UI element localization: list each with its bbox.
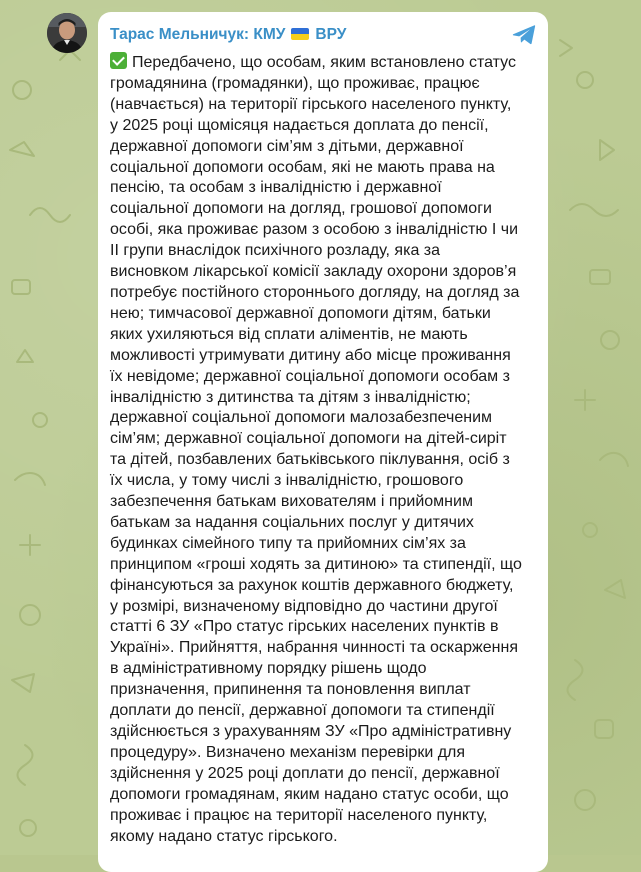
message-line: здійснення у 2025 році доплати до пенсії, державної bbox=[110, 764, 500, 782]
message-line: можливості утримувати дитину або місце проживання bbox=[110, 346, 511, 364]
message-line: соціальної допомоги особам, які не мають права на bbox=[110, 158, 495, 176]
message-line: у розмірі, визначеному відповідно до частини другої bbox=[110, 597, 498, 615]
message-line: здійснюється з урахуванням ЗУ «Про адміністративну bbox=[110, 723, 512, 740]
message-line: якому надано статус гірського. bbox=[110, 827, 338, 845]
message-line: державної допомоги сім’ям з дітьми, державної bbox=[110, 137, 464, 155]
message-line: державної соціальної допомоги малозабезпеченим bbox=[110, 409, 493, 427]
message-line: їх невідоме; державної соціальної допомоги особам з bbox=[110, 367, 510, 385]
message-bubble bbox=[98, 12, 548, 872]
check-mark-icon bbox=[110, 52, 127, 69]
message-line: та дітей, позбавлених батьківського піклування, осіб з bbox=[110, 451, 510, 469]
message-line bbox=[110, 52, 536, 74]
message-line: Україні». Прийняття, набрання чинності та оскарження bbox=[110, 639, 518, 657]
message-line: потребує постійного стороннього догляду, на догляд за bbox=[110, 283, 520, 301]
message-line: доплати до пенсії, державної допомоги та стипендії bbox=[110, 702, 495, 720]
message-line: II групи внаслідок психічного розладу, яка за bbox=[110, 242, 441, 260]
message-line: нею; тимчасової державної допомоги дітям, батьки bbox=[110, 304, 491, 322]
message-line: в адміністративному порядку рішень щодо bbox=[110, 660, 427, 678]
message-line: у 2025 році щомісяця надається доплата до пенсії, bbox=[110, 116, 489, 134]
channel-title-suffix: ВРУ bbox=[315, 26, 347, 43]
avatar-photo bbox=[47, 13, 87, 53]
message-line: проживає і працює на території населеного пункту, bbox=[110, 806, 488, 824]
message-line: особі, яка проживає разом з особою з інвалідністю I чи bbox=[110, 221, 519, 239]
message-line: забезпечення батькам вихователям і прийомним bbox=[110, 493, 473, 511]
channel-avatar[interactable] bbox=[47, 13, 87, 53]
message-line: призначення, припинення та поновлення виплат bbox=[110, 681, 471, 699]
message-line: статті 6 ЗУ «Про статус гірських населених пунктів в bbox=[110, 618, 499, 636]
message-line: фінансуються за рахунок коштів державного бюджету, bbox=[110, 576, 514, 594]
message-line-text: Передбачено, що особам, яким встановлено статус bbox=[132, 54, 516, 71]
message-line: сім’ям; державної соціальної допомоги на дітей-сиріт bbox=[110, 430, 507, 448]
message-line: принципом «гроші ходять за дитиною» та стипендії, що bbox=[110, 555, 522, 573]
message-line: громадянина (громадянки), що проживає, працює bbox=[110, 74, 480, 92]
message-line: (навчається) на території гірського населеного пункту, bbox=[110, 95, 512, 113]
message-header bbox=[110, 22, 536, 48]
message-line: висновком лікарської комісії закладу охорони здоров’я bbox=[110, 263, 517, 281]
ukraine-flag-icon bbox=[291, 28, 309, 40]
message-line: їх числа, у тому числі з інвалідністю, грошового bbox=[110, 472, 464, 490]
message-line: процедуру». Визначено механізм перевірки для bbox=[110, 743, 466, 761]
share-button[interactable] bbox=[512, 24, 536, 46]
message-line: яких ухиляються від сплати аліментів, не мають bbox=[110, 325, 468, 343]
message-line: соціальної допомоги на догляд, грошової допомоги bbox=[110, 200, 492, 218]
channel-title-text: Тарас Мельничук: КМУ bbox=[110, 26, 286, 43]
channel-title[interactable] bbox=[110, 26, 346, 44]
message-line: пенсію, та особам з інвалідністю і державної bbox=[110, 179, 442, 197]
message-text bbox=[110, 52, 536, 847]
message-line: будинках сімейного типу та прийомних сім’ях за bbox=[110, 534, 466, 552]
message-line: батькам за надання соціальних послуг у дитячих bbox=[110, 513, 474, 531]
paper-plane-icon bbox=[512, 24, 536, 46]
message-line: інвалідністю з дитинства та дітям з інвалідністю; bbox=[110, 388, 471, 406]
message-line: допомоги громадянам, яким надано статус особи, що bbox=[110, 785, 509, 803]
